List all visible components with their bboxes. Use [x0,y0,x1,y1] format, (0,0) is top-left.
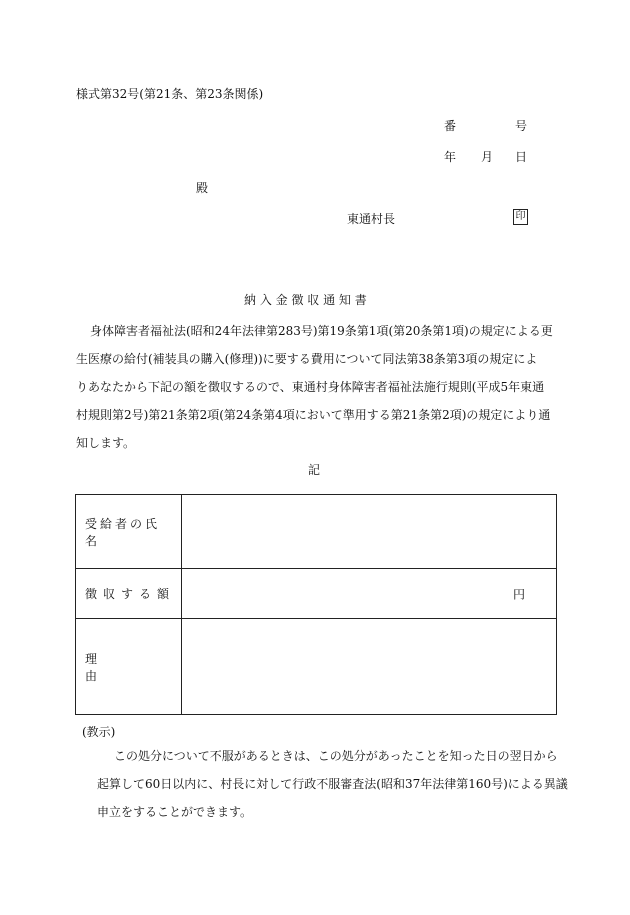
number-suffix: 号 [515,119,528,133]
body-line: りあなたから下記の額を徴収するので、東通村身体障害者福祉法施行規則(平成5年東通 [76,380,545,394]
recipient-name-label [76,495,182,569]
date-day: 日 [515,150,528,164]
instruction-line: 起算して60日以内に、村長に対して行政不服審査法(昭和37年法律第160号)による異議 [97,777,568,791]
instruction-heading: (教示) [82,725,116,739]
ki-marker: 記 [308,463,321,477]
label-text: 徴収する額 [85,587,176,601]
collection-amount-value[interactable] [182,569,557,619]
seal-mark: 印 [513,209,528,225]
yen-unit: 円 [513,587,526,601]
date-year: 年 [444,150,457,164]
form-number: 様式第32号(第21条、第23条関係) [76,87,264,101]
issuer-name: 東通村長 [347,212,396,226]
body-line: 知します。 [76,436,136,450]
document-title: 納 入 金 徴 収 通 知 書 [244,293,367,307]
body-line: 村規則第2号)第21条第2項(第24条第4項において準用する第21条第2項)の規定により通 [76,408,551,422]
form-table [75,494,557,715]
date-month: 月 [481,150,494,164]
body-line: 生医療の給付(補装具の購入(修理))に要する費用について同法第38条第3項の規定によ [76,352,538,366]
recipient-name-label-text [85,515,167,549]
body-line: 身体障害者福祉法(昭和24年法律第283号)第19条第1項(第20条第1項)の規定による更 [90,324,553,338]
instruction-line: 申立をすることができます。 [97,805,253,819]
reason-label [76,619,182,715]
label-text: 受給者の氏名 [85,516,161,548]
table-row [76,495,557,569]
table-row [76,619,557,715]
number-label: 番 [444,119,457,133]
addressee-suffix: 殿 [196,181,209,195]
reason-value[interactable] [182,619,557,715]
label-text: 理由 [85,651,160,683]
instruction-body [97,742,568,826]
table-row [76,569,557,619]
body-paragraph [76,317,556,457]
instruction-line: この処分について不服があるときは、この処分があったことを知った日の翌日から [114,749,558,763]
recipient-name-value[interactable] [182,495,557,569]
collection-amount-label [76,569,182,619]
